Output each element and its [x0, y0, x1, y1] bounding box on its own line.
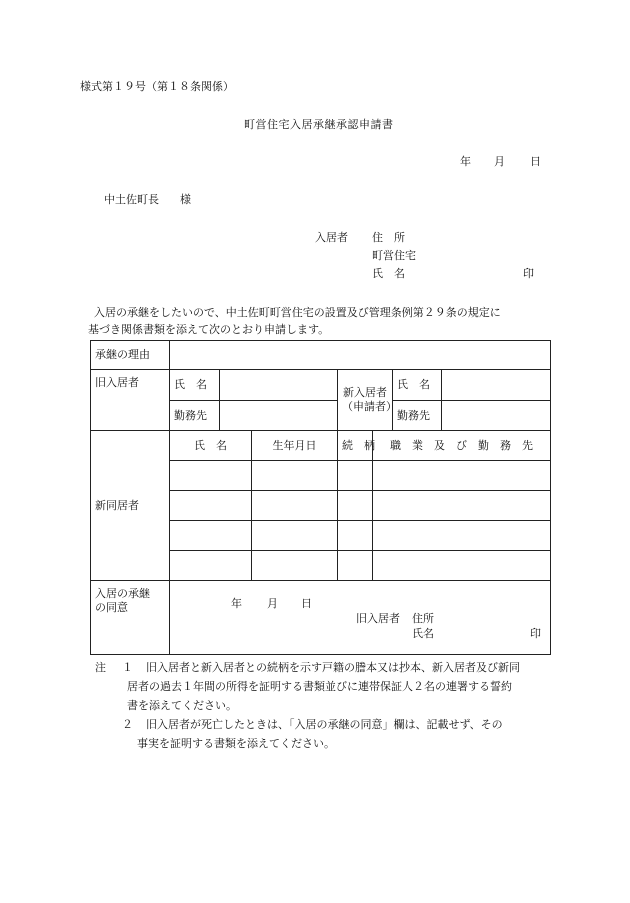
new-tenant-name-field[interactable] — [442, 370, 551, 401]
note-2-text-2: 事実を証明する書類を添えてください。 — [137, 737, 335, 750]
cohabitants-header-row — [91, 431, 551, 461]
new-tenant-name-label: 氏 名 — [393, 370, 442, 401]
consent-seal: 印 — [530, 627, 541, 640]
consent-day: 日 — [301, 597, 312, 610]
cohabitant-occupation-field[interactable] — [373, 521, 551, 551]
new-tenant-label-line-2: （申請者） — [342, 400, 397, 413]
col-name: 氏 名 — [170, 431, 252, 461]
cohabitants-label: 新同居者 — [91, 431, 170, 581]
cohabitant-relationship-field[interactable] — [338, 491, 373, 521]
applicant-address-label: 住 所 — [372, 231, 405, 244]
former-tenant-label: 旧入居者 — [91, 370, 170, 431]
reason-field[interactable] — [170, 341, 551, 370]
reason-label: 承継の理由 — [91, 341, 170, 370]
date-month: 月 — [494, 155, 505, 168]
consent-label-line-2: の同意 — [95, 601, 128, 614]
cohabitant-relationship-field[interactable] — [338, 521, 373, 551]
cohabitant-birthdate-field[interactable] — [252, 491, 338, 521]
note-1-text-2: 居者の過去１年間の所得を証明する書類並びに連帯保証人２名の連署する誓約 — [127, 680, 512, 693]
col-occupation: 職 業 及 び 勤 務 先 — [373, 431, 551, 461]
reason-row — [91, 341, 551, 370]
former-tenant-workplace-field[interactable] — [220, 401, 338, 431]
new-tenant-label-line-1: 新入居者 — [343, 386, 387, 399]
applicant-address-value: 町営住宅 — [372, 249, 416, 262]
former-tenant-name-field[interactable] — [220, 370, 338, 401]
cohabitant-name-field[interactable] — [170, 551, 252, 581]
cohabitant-name-field[interactable] — [170, 521, 252, 551]
notes-heading: 注 — [95, 661, 106, 674]
form-number: 様式第１９号（第１８条関係） — [80, 80, 234, 93]
note-1-line-2 — [80, 677, 560, 696]
consent-address-label: 住所 — [412, 612, 434, 625]
cohabitant-relationship-field[interactable] — [338, 551, 373, 581]
intro-line-2: 基づき関係書類を添えて次のとおり申請します。 — [88, 323, 330, 336]
note-1-text-3: 書を添えてください。 — [127, 699, 237, 712]
cohabitant-name-field[interactable] — [170, 491, 252, 521]
application-table — [90, 340, 551, 655]
cohabitant-birthdate-field[interactable] — [252, 551, 338, 581]
note-2-text-1: 旧入居者が死亡したときは、「入居の承継の同意」欄は、記載せず、その — [146, 718, 503, 731]
consent-name-label: 氏名 — [412, 627, 434, 640]
col-birthdate: 生年月日 — [252, 431, 338, 461]
page-title: 町営住宅入居承継承認申請書 — [244, 118, 394, 131]
cohabitant-birthdate-field[interactable] — [252, 461, 338, 491]
addressee-name: 中土佐町長 — [104, 193, 159, 206]
former-tenant-workplace-label: 勤務先 — [170, 401, 220, 431]
cohabitant-occupation-field[interactable] — [373, 491, 551, 521]
cohabitant-occupation-field[interactable] — [373, 551, 551, 581]
former-tenant-row-1 — [91, 370, 551, 401]
col-relationship: 続 柄 — [338, 431, 373, 461]
note-2-line-1 — [80, 715, 560, 734]
intro-line-1: 入居の承継をしたいので、中土佐町町営住宅の設置及び管理条例第２９条の規定に — [94, 306, 501, 319]
date-year: 年 — [460, 155, 471, 168]
new-tenant-workplace-label: 勤務先 — [393, 401, 442, 431]
cohabitant-birthdate-field[interactable] — [252, 521, 338, 551]
consent-area[interactable] — [170, 581, 551, 655]
consent-row — [91, 581, 551, 655]
consent-label — [91, 581, 170, 655]
applicant-role: 入居者 — [315, 231, 348, 244]
cohabitant-occupation-field[interactable] — [373, 461, 551, 491]
note-2-line-2 — [80, 734, 560, 753]
applicant-seal: 印 — [523, 267, 534, 280]
consent-label-line-1: 入居の承継 — [95, 587, 150, 600]
note-1-text-1: 旧入居者と新入居者との続柄を示す戸籍の謄本又は抄本、新入居者及び新同 — [146, 661, 520, 674]
consent-month: 月 — [267, 597, 278, 610]
note-2-number: ２ — [122, 718, 133, 731]
note-1-number: １ — [122, 661, 133, 674]
new-tenant-label — [338, 370, 397, 431]
applicant-name-label: 氏 名 — [372, 267, 405, 280]
addressee-honorific: 様 — [180, 193, 191, 206]
note-1-line-1 — [80, 658, 560, 677]
consent-former-tenant: 旧入居者 — [356, 612, 400, 625]
consent-year: 年 — [231, 597, 242, 610]
date-day: 日 — [530, 155, 541, 168]
cohabitant-name-field[interactable] — [170, 461, 252, 491]
notes — [80, 658, 560, 753]
new-tenant-workplace-field[interactable] — [442, 401, 551, 431]
former-tenant-name-label: 氏 名 — [170, 370, 220, 401]
cohabitant-relationship-field[interactable] — [338, 461, 373, 491]
note-1-line-3 — [80, 696, 560, 715]
